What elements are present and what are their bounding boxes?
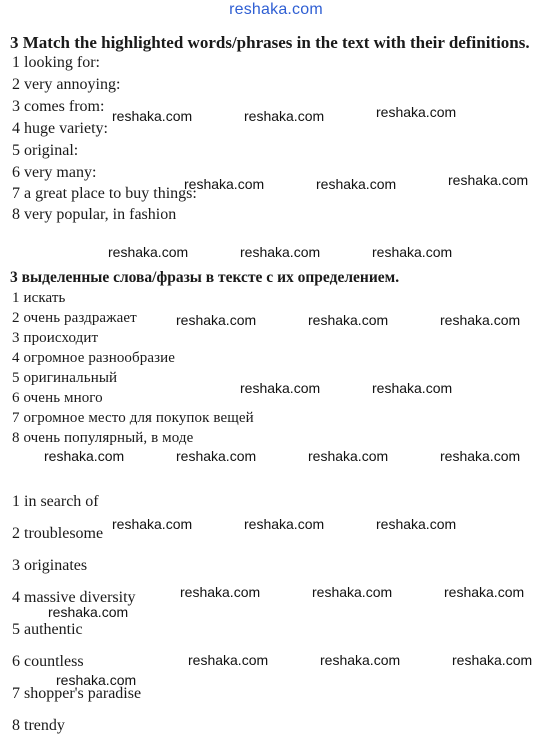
- answer-item: 8 trendy: [12, 717, 65, 734]
- list-item: 1 искать: [12, 290, 66, 306]
- list-item: 2 очень раздражает: [12, 310, 137, 326]
- answer-item: 2 troublesome: [12, 525, 104, 542]
- exercise-heading-en: 3 Match the highlighted words/phrases in the text with their definitions.: [10, 33, 530, 52]
- watermark-text: reshaka.com: [308, 312, 389, 328]
- list-item: 2 very annoying:: [12, 76, 121, 93]
- list-item: 1 looking for:: [12, 54, 100, 71]
- list-item: 6 очень много: [12, 390, 103, 406]
- watermark-text: reshaka.com: [240, 244, 321, 260]
- site-header-watermark: reshaka.com: [229, 1, 323, 18]
- watermark-text: reshaka.com: [448, 172, 529, 188]
- watermark-text: reshaka.com: [312, 584, 393, 600]
- watermark-text: reshaka.com: [176, 448, 257, 464]
- list-item: 5 original:: [12, 142, 79, 159]
- watermark-text: reshaka.com: [244, 108, 325, 124]
- watermark-text: reshaka.com: [440, 312, 521, 328]
- list-item: 7 a great place to buy things:: [12, 185, 197, 202]
- watermark-text: reshaka.com: [44, 448, 125, 464]
- watermark-text: reshaka.com: [372, 380, 453, 396]
- watermark-text: reshaka.com: [184, 176, 265, 192]
- answer-item: 6 countless: [12, 653, 84, 670]
- watermark-text: reshaka.com: [444, 584, 525, 600]
- list-item: 8 очень популярный, в моде: [12, 430, 194, 446]
- list-item: 4 huge variety:: [12, 120, 108, 137]
- watermark-text: reshaka.com: [112, 108, 193, 124]
- watermark-text: reshaka.com: [56, 672, 137, 688]
- watermark-text: reshaka.com: [308, 448, 389, 464]
- exercise-heading-ru: 3 выделенные слова/фразы в тексте с их определением.: [10, 269, 400, 286]
- watermark-text: reshaka.com: [320, 652, 401, 668]
- watermark-text: reshaka.com: [188, 652, 269, 668]
- answer-item: 7 shopper's paradise: [12, 685, 142, 702]
- watermark-text: reshaka.com: [376, 104, 457, 120]
- list-item: 8 very popular, in fashion: [12, 206, 177, 223]
- watermark-text: reshaka.com: [316, 176, 397, 192]
- watermark-text: reshaka.com: [108, 244, 189, 260]
- answer-item: 3 originates: [12, 557, 88, 574]
- watermark-text: reshaka.com: [240, 380, 321, 396]
- list-item: 7 огромное место для покупок вещей: [12, 410, 254, 426]
- watermark-text: reshaka.com: [176, 312, 257, 328]
- answer-item: 4 massive diversity: [12, 589, 136, 606]
- list-item: 5 оригинальный: [12, 370, 118, 386]
- watermark-text: reshaka.com: [440, 448, 521, 464]
- watermark-text: reshaka.com: [244, 516, 325, 532]
- list-item: 3 comes from:: [12, 98, 105, 115]
- watermark-text: reshaka.com: [180, 584, 261, 600]
- answer-item: 5 authentic: [12, 621, 83, 638]
- answer-item: 1 in search of: [12, 493, 99, 510]
- watermark-text: reshaka.com: [452, 652, 533, 668]
- list-item: 6 very many:: [12, 164, 97, 181]
- list-item: 3 происходит: [12, 330, 99, 346]
- watermark-text: reshaka.com: [376, 516, 457, 532]
- watermark-text: reshaka.com: [372, 244, 453, 260]
- watermark-text: reshaka.com: [112, 516, 193, 532]
- list-item: 4 огромное разнообразие: [12, 350, 176, 366]
- watermark-text: reshaka.com: [48, 604, 129, 620]
